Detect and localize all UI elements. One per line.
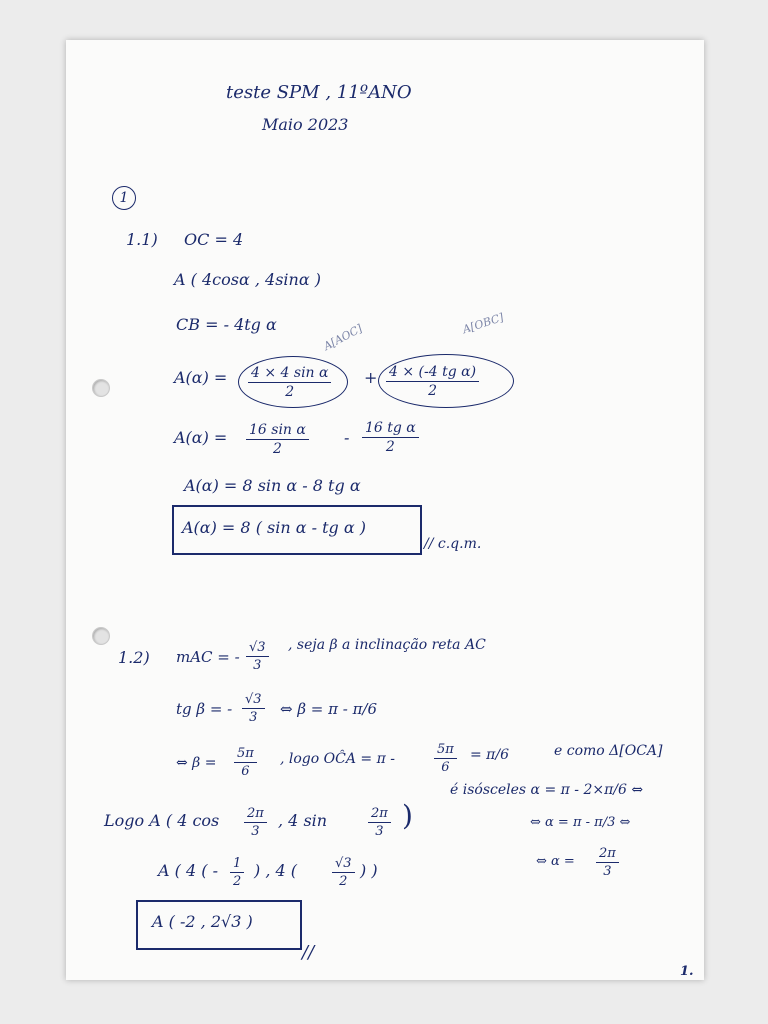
annotation-area-aoc: A[AOC]	[321, 321, 365, 354]
a-line2-end: ) )	[360, 861, 378, 880]
point-a-coords: A ( 4cosα , 4sinα )	[174, 270, 321, 289]
beta-lhs: ⇔ β =	[176, 755, 217, 771]
slope-denominator: 3	[253, 658, 262, 673]
area-line2-fraction1	[246, 422, 309, 457]
area-obc-denominator: 2	[428, 383, 437, 399]
notebook-page	[66, 40, 704, 980]
beta-denominator: 6	[241, 764, 250, 779]
sin-angle-numerator: 2π	[368, 806, 391, 823]
sin-angle-fraction	[368, 806, 391, 839]
a-line2-mid: ) , 4 (	[254, 861, 298, 880]
area-line2-lhs: A(α) =	[174, 428, 228, 447]
tg-numerator: √3	[242, 692, 265, 709]
alpha-step2-lhs: ⇔ α =	[536, 854, 575, 869]
cos-angle-fraction	[244, 806, 267, 839]
slope-fraction	[246, 640, 269, 673]
alpha-denominator: 3	[603, 864, 612, 879]
half-denominator: 2	[233, 874, 242, 889]
area-line2-den1: 2	[272, 441, 282, 457]
plus-sign: +	[364, 368, 378, 387]
area-aoc-denominator: 2	[285, 384, 295, 400]
area-line2-num2: 16 tg α	[362, 420, 419, 438]
root3-half-numerator: √3	[332, 856, 355, 873]
isosceles-line: é isósceles α = π - 2×π/6 ⇔	[450, 782, 644, 798]
logo-a-start: Logo A ( 4 cos	[104, 811, 220, 830]
alpha-step1: ⇔ α = π - π/3 ⇔	[530, 815, 631, 830]
annotation-area-obc: A[OBC]	[461, 310, 506, 337]
root3-half-fraction	[332, 856, 355, 889]
final-answer: A ( -2 , 2√3 )	[152, 912, 253, 931]
minus-sign: -	[344, 428, 350, 447]
cos-angle-numerator: 2π	[244, 806, 267, 823]
area-obc-fraction	[386, 364, 479, 399]
area-equation-lhs: A(α) =	[174, 368, 228, 387]
sin-angle-denominator: 3	[375, 824, 384, 839]
oca-denominator: 6	[441, 760, 450, 775]
area-aoc-fraction	[248, 365, 331, 400]
punch-hole-top	[92, 379, 110, 397]
oca-numerator: 5π	[434, 742, 457, 759]
area-line2-den2: 2	[385, 439, 395, 455]
closing-paren: )	[402, 799, 413, 832]
area-line3: A(α) = 8 sin α - 8 tg α	[184, 476, 361, 495]
cos-angle-denominator: 3	[251, 824, 260, 839]
half-numerator: 1	[230, 856, 244, 873]
root3-half-denominator: 2	[339, 874, 348, 889]
area-line2-num1: 16 sin α	[246, 422, 309, 440]
area-result: A(α) = 8 ( sin α - tg α )	[182, 518, 367, 537]
como-text: e como Δ[OCA]	[554, 743, 663, 759]
test-date: Maio 2023	[262, 115, 349, 134]
alpha-numerator: 2π	[596, 846, 619, 863]
oca-fraction	[434, 742, 457, 775]
oca-result: = π/6	[470, 747, 510, 763]
final-mark: //	[302, 942, 315, 963]
slope-lhs: mAC = -	[176, 648, 240, 666]
cqm-note: // c.q.m.	[424, 536, 482, 552]
punch-hole-bottom	[92, 627, 110, 645]
part1-label: 1.1)	[126, 230, 158, 249]
page-number: 1.	[680, 964, 694, 979]
tg-fraction	[242, 692, 265, 725]
area-obc-numerator: 4 × (-4 tg α)	[386, 364, 479, 382]
slope-numerator: √3	[246, 640, 269, 657]
beta-numerator: 5π	[234, 746, 257, 763]
area-line2-fraction2	[362, 420, 419, 455]
logo-oca: , logo OĈA = π -	[280, 751, 395, 767]
part2-label: 1.2)	[118, 648, 150, 667]
tg-lhs: tg β = -	[176, 700, 233, 718]
area-aoc-numerator: 4 × 4 sin α	[248, 365, 331, 383]
slope-text: , seja β a inclinação reta AC	[288, 637, 486, 653]
half-fraction	[230, 856, 244, 889]
oc-length: OC = 4	[184, 230, 244, 249]
exercise-number: 1	[112, 186, 136, 210]
alpha-fraction	[596, 846, 619, 879]
tg-denominator: 3	[249, 710, 258, 725]
a-line2-start: A ( 4 ( -	[158, 861, 218, 880]
cb-length: CB = - 4tg α	[176, 315, 277, 334]
tg-rhs: ⇔ β = π - π/6	[280, 700, 378, 718]
test-title: teste SPM , 11ºANO	[226, 82, 412, 103]
beta-fraction	[234, 746, 257, 779]
sin-part: , 4 sin	[278, 811, 328, 830]
